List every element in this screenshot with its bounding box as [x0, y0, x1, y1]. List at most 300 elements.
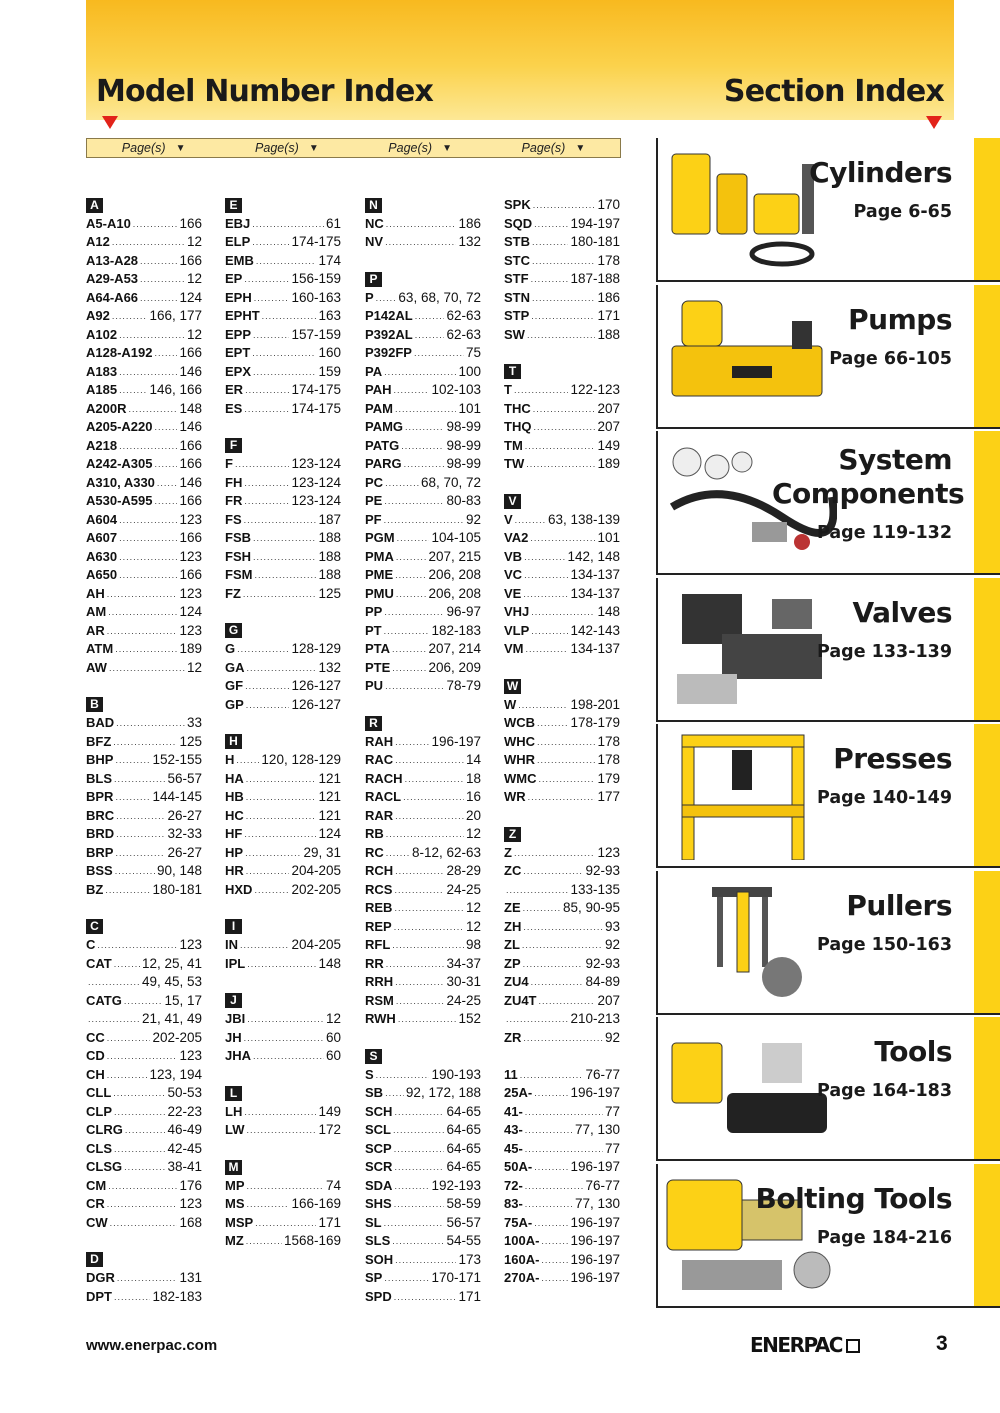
index-entry: [365, 1251, 481, 1270]
page-reference: 93: [604, 918, 620, 934]
dot-leader: [247, 1010, 324, 1029]
page-reference: 188: [318, 530, 341, 545]
section-title: Bolting Tools: [755, 1181, 952, 1215]
model-number: ZL: [504, 937, 520, 952]
dot-leader: [385, 677, 444, 696]
section-bolting-tools[interactable]: [656, 1164, 1000, 1308]
model-number: SHS: [365, 1196, 392, 1211]
index-entry: [86, 622, 202, 641]
page-reference: 128-129: [291, 641, 341, 656]
index-entry: [86, 270, 202, 289]
index-entry: [86, 381, 202, 400]
page-reference: 182-183: [152, 1288, 202, 1304]
index-entry: [86, 474, 202, 493]
index-entry: [365, 326, 481, 345]
model-number: SCH: [365, 1103, 393, 1119]
presses-photo: [662, 730, 837, 860]
model-number: ZU4T: [504, 992, 537, 1008]
model-number: FZ: [225, 585, 241, 601]
dot-leader: [394, 1140, 445, 1159]
model-number: A310, A330: [86, 474, 155, 490]
page-reference: 12: [186, 326, 202, 342]
letter-heading-label: P: [365, 272, 382, 287]
model-number: 83-: [504, 1196, 523, 1211]
page-reference: 196-197: [570, 1270, 620, 1285]
model-number-index: [86, 196, 626, 1316]
page-reference: 196-197: [570, 1251, 620, 1267]
dot-leader: [528, 788, 596, 807]
page-reference: 20: [465, 807, 481, 823]
dot-leader: [246, 788, 317, 807]
letter-heading-label: Z: [504, 827, 521, 842]
page-reference: 77, 130: [574, 1122, 620, 1137]
model-number: FSB: [225, 530, 251, 545]
index-entry: [86, 585, 202, 604]
dot-leader: [394, 1103, 444, 1122]
model-number: EPP: [225, 326, 252, 342]
section-title: Pullers: [846, 888, 952, 922]
dot-leader: [140, 252, 177, 271]
page-reference: 178-179: [570, 715, 620, 730]
dot-leader: [105, 881, 150, 900]
index-entry: [504, 918, 620, 937]
index-entry: [225, 862, 341, 881]
model-number: S: [365, 1066, 374, 1082]
model-number: PARG: [365, 456, 402, 471]
index-entry: [504, 733, 620, 752]
letter-heading-label: E: [225, 198, 242, 213]
index-entry: [504, 788, 620, 807]
page-reference: 152: [458, 1011, 481, 1026]
model-number: A92: [86, 308, 110, 323]
page-reference: 76-77: [585, 1177, 620, 1193]
dot-leader: [235, 455, 290, 474]
page-reference: 101: [458, 400, 481, 416]
model-number: WR: [504, 789, 526, 804]
model-number: HXD: [225, 881, 253, 897]
model-number: C: [86, 937, 96, 952]
website-url[interactable]: www.enerpac.com: [86, 1337, 218, 1354]
model-number: HP: [225, 844, 244, 860]
page-reference: 123: [179, 622, 202, 638]
index-entry: [86, 1103, 202, 1122]
page-reference: 64-65: [446, 1122, 481, 1137]
page-reference: 206, 208: [428, 585, 481, 601]
page-reference: 196-197: [431, 733, 481, 749]
page-reference: 122-123: [570, 382, 620, 397]
index-entry: [365, 307, 481, 326]
dot-leader: [244, 825, 316, 844]
page-reference: 177: [597, 789, 620, 804]
page-reference: 166-169: [291, 1196, 341, 1211]
model-number: VHJ: [504, 604, 530, 619]
index-entry: [86, 289, 202, 308]
index-entry: [225, 1103, 341, 1122]
index-entry: [365, 1158, 481, 1177]
dot-leader: [247, 1177, 324, 1196]
page-reference: 26-27: [167, 844, 202, 860]
dot-leader: [255, 1214, 316, 1233]
model-number: A604: [86, 511, 118, 527]
section-index: [656, 138, 1000, 1300]
model-number: VC: [504, 567, 523, 582]
page-reference: 64-65: [446, 1103, 481, 1119]
dot-leader: [401, 437, 444, 456]
page-reference: 134-137: [570, 585, 620, 601]
page-reference: 159: [318, 363, 341, 379]
dot-leader: [384, 622, 430, 641]
index-entry: [365, 381, 481, 400]
dot-leader: [393, 1121, 444, 1140]
section-title: Valves: [852, 595, 952, 629]
page-reference: 8-12, 62-63: [411, 844, 481, 860]
model-number: ZE: [504, 900, 521, 915]
dot-leader: [395, 862, 444, 881]
index-entry: [504, 714, 620, 733]
dot-leader: [119, 381, 147, 400]
dot-leader: [532, 252, 595, 271]
letter-heading: [225, 992, 341, 1011]
page-reference: 98-99: [446, 419, 481, 434]
letter-heading-label: A: [86, 198, 103, 213]
index-entry: [86, 326, 202, 345]
logo-mark-icon: [846, 1339, 860, 1353]
index-entry: [86, 1029, 202, 1048]
index-spacer: [225, 603, 341, 622]
page-reference: 204-205: [291, 863, 341, 878]
model-number: PAMG: [365, 419, 404, 434]
index-entry: [365, 455, 481, 474]
dot-leader: [247, 955, 316, 974]
dot-leader: [88, 1010, 140, 1029]
index-entry: [365, 1121, 481, 1140]
dot-leader: [140, 289, 177, 308]
dot-leader: [246, 862, 290, 881]
model-number: SLS: [365, 1233, 391, 1248]
model-number: SP: [365, 1270, 383, 1285]
index-entry: [365, 807, 481, 826]
page-reference: 124: [179, 289, 202, 305]
model-number: FSH: [225, 548, 251, 564]
index-column: [86, 196, 202, 1306]
index-spacer: [365, 696, 481, 715]
page-reference: 186: [458, 215, 481, 231]
valves-photo: [662, 584, 837, 714]
index-entry: [504, 973, 620, 992]
page-reference: 24-25: [446, 881, 481, 897]
section-cylinders[interactable]: [656, 138, 1000, 282]
index-entry: [504, 326, 620, 345]
dot-leader: [107, 622, 178, 641]
page-reference: 98: [465, 937, 481, 952]
index-entry: [365, 955, 481, 974]
page-reference: 60: [325, 1029, 341, 1045]
index-entry: [225, 1010, 341, 1029]
page-reference: 166: [179, 567, 202, 582]
model-number: A200R: [86, 400, 127, 416]
dot-leader: [114, 1288, 150, 1307]
model-number: VA2: [504, 530, 529, 545]
letter-heading: [86, 696, 202, 715]
page-reference: 196-197: [570, 1159, 620, 1174]
dot-leader: [252, 233, 289, 252]
page-reference: 84-89: [585, 974, 620, 989]
page-reference: 30-31: [446, 974, 481, 989]
index-entry: [365, 659, 481, 678]
index-entry: [86, 1214, 202, 1233]
model-number: BRC: [86, 807, 115, 823]
index-entry: [225, 1232, 341, 1251]
dot-leader: [394, 899, 464, 918]
index-entry: [504, 992, 620, 1011]
dot-leader: [115, 788, 150, 807]
model-number: WCB: [504, 715, 536, 730]
model-number: BAD: [86, 715, 115, 730]
dot-leader: [520, 1066, 584, 1085]
section-tools[interactable]: [656, 1017, 1000, 1161]
dot-leader: [531, 603, 595, 622]
model-number: A5-A10: [86, 215, 131, 231]
page-reference: 104-105: [431, 530, 481, 545]
model-number: VB: [504, 548, 523, 564]
model-number: DGR: [86, 1270, 115, 1285]
model-number: JBI: [225, 1011, 246, 1026]
index-entry: [504, 1158, 620, 1177]
index-spacer: [365, 1029, 481, 1048]
dot-leader: [537, 751, 595, 770]
index-entry: [86, 881, 202, 900]
dot-leader: [384, 511, 464, 530]
page-reference: 123: [179, 1196, 202, 1211]
index-entry: [86, 1288, 202, 1307]
model-number: 160A-: [504, 1251, 540, 1267]
section-pages: Page 164-183: [817, 1081, 952, 1101]
model-number: PA: [365, 363, 383, 379]
pages-header-cell: Page(s) ▼: [255, 141, 319, 155]
dot-leader: [415, 326, 445, 345]
page-reference: 178: [597, 733, 620, 749]
page-reference: 123: [179, 937, 202, 952]
model-number: EBJ: [225, 215, 251, 231]
index-entry: [225, 1195, 341, 1214]
dot-leader: [114, 770, 165, 789]
dot-leader: [376, 289, 397, 308]
dot-leader: [525, 1140, 603, 1159]
page-reference: 14: [465, 752, 481, 767]
page-reference: 50-53: [167, 1085, 202, 1100]
page-reference: 187-188: [570, 271, 620, 286]
index-entry: [86, 455, 202, 474]
pullers-photo: [662, 877, 837, 1007]
index-entry: [225, 474, 341, 493]
index-entry: [504, 289, 620, 308]
index-entry: [225, 1214, 341, 1233]
model-number: CM: [86, 1177, 107, 1193]
index-entry: [225, 566, 341, 585]
model-number: 43-: [504, 1122, 523, 1137]
index-entry: [86, 233, 202, 252]
index-entry: [86, 437, 202, 456]
page-reference: 123: [179, 1048, 202, 1063]
letter-heading: [86, 918, 202, 937]
model-number: A128-A192: [86, 345, 153, 360]
index-entry: [86, 400, 202, 419]
model-number: A102: [86, 326, 118, 342]
page-reference: 146, 166: [149, 382, 202, 397]
index-entry: [365, 1232, 481, 1251]
page-reference: 102-103: [431, 382, 481, 397]
model-number: STP: [504, 308, 530, 323]
page-reference: 166: [179, 437, 202, 453]
dot-leader: [108, 603, 177, 622]
dot-leader: [398, 1010, 457, 1029]
dot-leader: [155, 492, 178, 511]
page-reference: 21, 41, 49: [141, 1011, 202, 1026]
dot-leader: [541, 1269, 568, 1288]
index-entry: [365, 529, 481, 548]
dot-leader: [392, 936, 464, 955]
index-entry: [365, 437, 481, 456]
model-number: RRH: [365, 974, 394, 989]
index-entry: [225, 215, 341, 234]
section-pages: Page 150-163: [817, 934, 952, 955]
section-presses[interactable]: [656, 724, 1000, 868]
page-reference: 68, 70, 72: [420, 474, 481, 490]
model-number: WMC: [504, 770, 537, 786]
model-number: SOH: [365, 1251, 394, 1267]
dot-leader: [124, 992, 163, 1011]
index-entry: [86, 1047, 202, 1066]
dot-leader: [506, 881, 568, 900]
page-reference: 121: [318, 770, 341, 786]
index-entry: [86, 1195, 202, 1214]
index-entry: [86, 1140, 202, 1159]
dot-leader: [253, 363, 316, 382]
dot-leader: [533, 418, 595, 437]
page-reference: 180-181: [570, 234, 620, 249]
page-reference: 178: [597, 752, 620, 767]
dot-leader: [384, 1214, 445, 1233]
page-reference: 12: [186, 234, 202, 249]
dot-leader: [236, 751, 259, 770]
model-number: CATG: [86, 992, 122, 1008]
dot-leader: [403, 788, 464, 807]
dot-leader: [253, 326, 289, 345]
dot-leader: [116, 825, 165, 844]
letter-heading: [225, 733, 341, 752]
section-pages: Page 66-105: [829, 348, 952, 369]
dot-leader: [119, 548, 177, 567]
dot-leader: [514, 381, 569, 400]
page-number: 3: [936, 1332, 948, 1355]
dot-leader: [119, 511, 177, 530]
model-number: HA: [225, 770, 244, 786]
enerpac-logo: ENERPAC: [750, 1333, 860, 1357]
index-entry: [365, 844, 481, 863]
model-number: AM: [86, 604, 107, 619]
index-entry: [504, 252, 620, 271]
dot-leader: [394, 1195, 445, 1214]
page-reference: 60: [325, 1048, 341, 1063]
dot-leader: [246, 807, 317, 826]
page-reference: 126-127: [291, 678, 341, 693]
page-reference: 12: [465, 900, 481, 915]
letter-heading: [365, 1047, 481, 1066]
page-reference: 92-93: [585, 955, 620, 971]
section-system-components[interactable]: [656, 431, 1000, 575]
model-number: AH: [86, 585, 105, 601]
page-reference: 29, 31: [303, 844, 341, 860]
page-reference: 207: [597, 400, 620, 416]
model-number: HC: [225, 807, 244, 823]
model-number: 25A-: [504, 1085, 533, 1100]
index-entry: [504, 215, 620, 234]
dot-leader: [376, 1066, 430, 1085]
model-number: P142AL: [365, 308, 413, 323]
index-entry: [365, 1177, 481, 1196]
index-entry: [504, 899, 620, 918]
model-number: A607: [86, 530, 118, 545]
index-entry: [225, 677, 341, 696]
dot-leader: [534, 1214, 568, 1233]
page-reference: 210-213: [570, 1011, 620, 1026]
dot-leader: [116, 714, 185, 733]
dot-leader: [119, 529, 177, 548]
index-entry: [365, 492, 481, 511]
letter-heading: [86, 1251, 202, 1270]
letter-heading: [504, 492, 620, 511]
page-reference: 192-193: [431, 1177, 481, 1193]
model-number: CLL: [86, 1085, 112, 1100]
model-number: SDA: [365, 1177, 393, 1193]
section-valves[interactable]: [656, 578, 1000, 722]
index-entry: [504, 437, 620, 456]
index-entry: [365, 788, 481, 807]
index-entry: [225, 344, 341, 363]
dot-leader: [533, 196, 596, 215]
model-number: G: [225, 641, 236, 656]
dot-leader: [384, 492, 444, 511]
dot-leader: [395, 1251, 456, 1270]
page-reference: 101: [597, 530, 620, 545]
section-pumps[interactable]: [656, 285, 1000, 429]
page-reference: 46-49: [167, 1122, 202, 1137]
dot-leader: [392, 659, 426, 678]
index-entry: [225, 289, 341, 308]
model-number: 45-: [504, 1140, 523, 1156]
page-reference: 16: [465, 789, 481, 804]
model-number: A530-A595: [86, 493, 153, 508]
index-entry: [225, 307, 341, 326]
dot-leader: [537, 733, 595, 752]
model-number: RC: [365, 844, 384, 860]
dot-leader: [245, 844, 301, 863]
dot-leader: [244, 474, 289, 493]
letter-heading-label: L: [225, 1086, 242, 1101]
model-number: PTE: [365, 659, 391, 675]
page-reference: 171: [318, 1214, 341, 1230]
dot-leader: [541, 1232, 568, 1251]
model-number: CD: [86, 1048, 105, 1063]
page-reference: 166: [179, 252, 202, 268]
section-pullers[interactable]: [656, 871, 1000, 1015]
dot-leader: [395, 751, 464, 770]
model-number: RCS: [365, 881, 393, 897]
triangle-down-icon: ▼: [175, 142, 186, 154]
page-reference: 166: [179, 456, 202, 471]
page-reference: 144-145: [152, 789, 202, 804]
dot-leader: [237, 640, 289, 659]
